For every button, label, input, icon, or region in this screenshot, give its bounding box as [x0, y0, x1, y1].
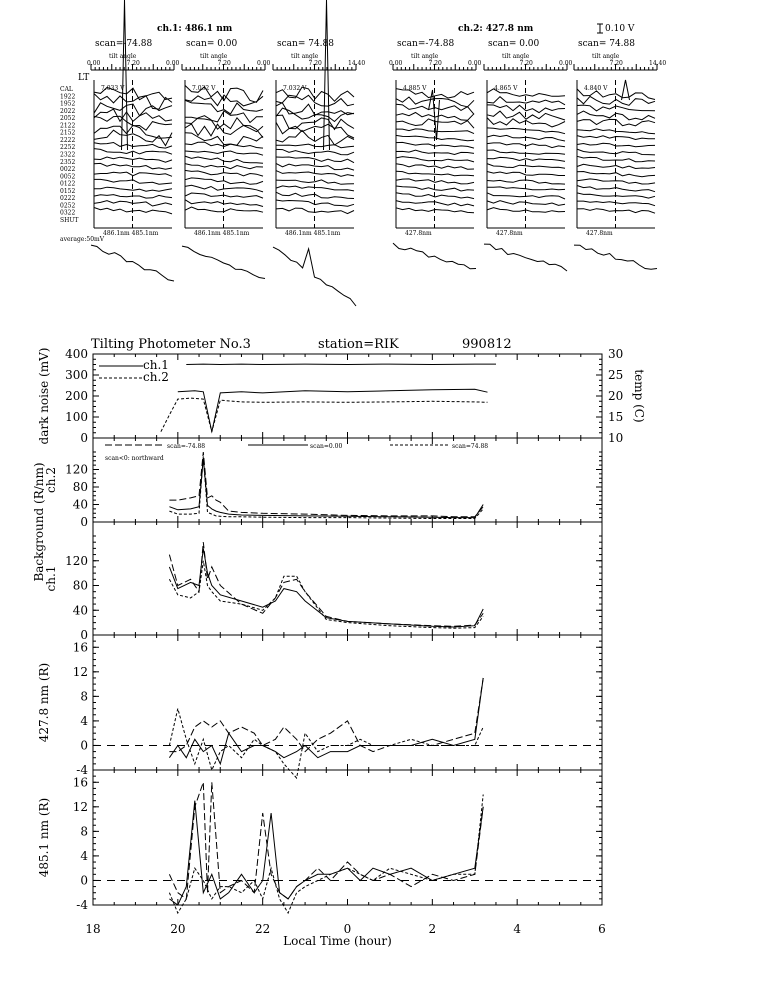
y-tick-label: 0: [80, 431, 88, 445]
panel-tick-left: 0.00: [389, 60, 403, 67]
row-label: 2252: [60, 144, 76, 152]
y-right-tick-label: 10: [608, 431, 624, 445]
y-right-tick-label: 15: [608, 410, 624, 424]
panel-frame: [93, 770, 602, 905]
instrument-name: Tilting Photometer No.3: [91, 337, 251, 352]
row-label: 0252: [60, 202, 76, 210]
panel-tilt-label: tilt angle: [109, 53, 137, 60]
keogram-spike: [324, 0, 330, 150]
y-axis-label: dark noise (mV): [37, 347, 51, 445]
panel-tick-right: 0.00: [559, 60, 573, 67]
legend-label: ch.1: [143, 358, 169, 372]
station-label: station=RIK: [318, 337, 399, 352]
series-line-scan-0-00: [169, 678, 483, 764]
chart-panel-bg_ch1: [32, 462, 602, 642]
x-tick-label: 4: [513, 922, 521, 936]
scan-note: scan<0: northward: [105, 455, 164, 462]
chart-panel-n4851: [37, 770, 602, 913]
y-tick-label: 40: [72, 497, 88, 512]
y-tick-label: 0: [80, 628, 88, 642]
panel-tick-right: 0.00: [257, 60, 271, 67]
x-tick-label: 6: [598, 922, 606, 936]
panel-bottom-label: 486.1nm 485.1nm: [285, 230, 341, 237]
row-label: 1922: [60, 93, 76, 101]
y-tick-label: 200: [65, 389, 88, 403]
y-tick-label: 300: [65, 368, 88, 382]
panel-tick-left: 0.00: [87, 60, 101, 67]
y-tick-label: 4: [80, 848, 88, 863]
panel-tick-mid: 7.20: [519, 60, 533, 67]
series-line-scan-74-88: [169, 452, 483, 517]
row-label: 0122: [60, 180, 76, 188]
row-label: SHUT: [60, 217, 79, 224]
scale-label: 0.10 V: [605, 24, 635, 34]
average-trace: [484, 244, 567, 271]
panel-cal-label: 4.840 V: [584, 85, 608, 92]
average-trace: [273, 247, 356, 306]
series-line-scan-74-88: [169, 795, 483, 914]
panel-bottom-label: 486.1nm 485.1nm: [194, 230, 250, 237]
y-tick-label: 12: [72, 664, 88, 679]
x-tick-label: 22: [255, 922, 271, 936]
average-label: average:50mV: [60, 236, 105, 243]
y-tick-label: 0: [80, 738, 88, 753]
row-label: 0052: [60, 173, 76, 181]
average-trace: [393, 243, 476, 269]
average-trace: [182, 246, 265, 278]
keogram-trace: [94, 179, 172, 184]
panel-frame: [93, 522, 602, 635]
x-tick-label: 20: [170, 922, 186, 936]
y-right-axis-label: temp (C): [632, 369, 646, 423]
y-tick-label: 8: [80, 689, 88, 704]
row-label: 2352: [60, 158, 76, 166]
y-axis-label: ch.1: [44, 565, 58, 592]
row-label: 0222: [60, 195, 76, 203]
panel-tick-mid: 7.20: [428, 60, 442, 67]
panel-scan-label: scan=-74.88: [397, 39, 455, 49]
chart-panel-temp: [37, 347, 646, 445]
keogram-trace: [577, 172, 655, 177]
panel-tick-right: 14.40: [649, 60, 667, 67]
panel-tick-mid: 7.20: [308, 60, 322, 67]
panel-bottom-label: 427.8nm: [586, 230, 613, 237]
x-tick-label: 2: [428, 922, 437, 936]
panel-frame: [93, 635, 602, 770]
y-tick-label: -4: [76, 763, 88, 777]
panel-tilt-label: tilt angle: [291, 53, 319, 60]
panel-tick-right: 0.00: [166, 60, 180, 67]
keogram-panel: [273, 0, 365, 237]
series-line-scan-0-00: [169, 548, 483, 627]
series-line-scan-0-00: [169, 459, 483, 518]
keogram-panel: [574, 39, 666, 237]
y-axis-label: ch.2: [44, 467, 58, 493]
panel-cal-label: 4.865 V: [494, 85, 518, 92]
row-label: 2122: [60, 122, 76, 130]
legend-label: scan=-74.88: [167, 443, 206, 450]
keogram-spike: [122, 0, 128, 150]
series-line-scan-74-88: [169, 542, 483, 626]
panel-tick-mid: 7.20: [217, 60, 231, 67]
panel-tilt-label: tilt angle: [200, 53, 228, 60]
panel-tick-right: 0.00: [468, 60, 482, 67]
keogram-panel: [389, 39, 482, 237]
average-traces: [91, 243, 657, 306]
panel-scan-label: scan= 0.00: [186, 39, 238, 49]
keogram-trace: [276, 115, 354, 129]
row-label: 2152: [60, 129, 76, 137]
keogram-trace: [276, 108, 354, 121]
keogram-panels: [87, 0, 666, 237]
y-tick-label: 0: [80, 515, 88, 529]
panel-frame: [93, 438, 602, 522]
series-line-scan-74-88: [169, 456, 483, 518]
panel-scan-label: scan= 74.88: [277, 39, 334, 49]
y-tick-label: 100: [65, 410, 88, 424]
series-line-scan-0-00: [169, 801, 483, 905]
panel-cal-label: 7.032 V: [283, 85, 307, 92]
panel-tilt-label: tilt angle: [502, 53, 530, 60]
scale-bar: [597, 24, 635, 34]
row-label: 2322: [60, 151, 76, 159]
keogram-panel: [182, 39, 271, 237]
series-line-ch-2: [161, 398, 488, 432]
row-label: 0152: [60, 187, 76, 195]
y-tick-label: 0: [80, 873, 88, 888]
y-tick-label: 40: [72, 603, 88, 618]
y-tick-label: 16: [72, 775, 88, 790]
y-tick-label: 4: [80, 713, 88, 728]
time-series-chart: [32, 347, 646, 948]
y-axis-label: 427.8 nm (R): [37, 662, 51, 743]
series-line-scan-74-88: [169, 782, 483, 899]
panel-scan-label: scan=-74.88: [95, 39, 153, 49]
panel-tilt-label: tilt angle: [411, 53, 439, 60]
y-right-tick-label: 20: [608, 389, 624, 403]
row-label: 2052: [60, 115, 76, 123]
legend-label: scan=74.88: [452, 443, 489, 450]
date-label: 990812: [462, 337, 512, 352]
panel-cal-label: 7.033 V: [101, 85, 125, 92]
panel-tick-mid: 7.20: [126, 60, 140, 67]
average-trace: [91, 245, 174, 281]
row-label: 2222: [60, 136, 76, 144]
row-label: 1952: [60, 100, 76, 108]
y-tick-label: 400: [65, 347, 88, 361]
row-label: 2022: [60, 107, 76, 115]
y-tick-label: 120: [65, 462, 88, 477]
panel-cal-label: 7.032 V: [192, 85, 216, 92]
y-right-tick-label: 25: [608, 368, 624, 382]
row-labels: [60, 86, 78, 224]
chart-panel-n4278: [37, 635, 602, 778]
chart-panel-bg_ch2: [44, 438, 602, 529]
panel-bottom-label: 427.8nm: [496, 230, 523, 237]
shared-y-axis-label: Background (R/nm): [32, 462, 46, 582]
y-tick-label: 80: [72, 480, 88, 494]
panel-tick-right: 14.40: [348, 60, 366, 67]
panel-scan-label: scan= 0.00: [488, 39, 540, 49]
ch2-title: ch.2: 427.8 nm: [458, 24, 534, 34]
x-axis-label: Local Time (hour): [283, 934, 392, 948]
panel-bottom-label: 427.8nm: [405, 230, 432, 237]
series-line-temp: [178, 389, 488, 431]
legend-label: scan=0.00: [310, 443, 343, 450]
y-tick-label: 8: [80, 824, 88, 839]
x-tick-label: 18: [85, 922, 101, 936]
y-tick-label: 80: [72, 578, 88, 593]
ch1-title: ch.1: 486.1 nm: [157, 24, 233, 34]
y-tick-label: 12: [72, 799, 88, 814]
lt-label: LT: [78, 73, 90, 83]
panel-tick-mid: 7.20: [609, 60, 623, 67]
row-label: 0022: [60, 166, 76, 174]
panel-tilt-label: tilt angle: [592, 53, 620, 60]
legend-label: ch.2: [143, 370, 169, 384]
panel-bottom-label: 486.1nm 485.1nm: [103, 230, 159, 237]
row-label: CAL: [60, 86, 73, 93]
y-tick-label: 120: [65, 553, 88, 568]
y-tick-label: -4: [76, 898, 88, 912]
row-label: 0322: [60, 209, 76, 217]
panel-scan-label: scan= 74.88: [578, 39, 635, 49]
y-axis-label: 485.1 nm (R): [37, 797, 51, 878]
x-tick-label: 0: [343, 922, 352, 936]
y-tick-label: 16: [72, 640, 88, 655]
average-trace: [574, 245, 657, 269]
panel-frame: [93, 354, 602, 438]
keogram-panel: [484, 39, 573, 237]
keogram-section: [60, 0, 666, 306]
panel-cal-label: 4.885 V: [403, 85, 427, 92]
y-right-tick-label: 30: [608, 347, 624, 361]
keogram-panel: [87, 0, 180, 237]
